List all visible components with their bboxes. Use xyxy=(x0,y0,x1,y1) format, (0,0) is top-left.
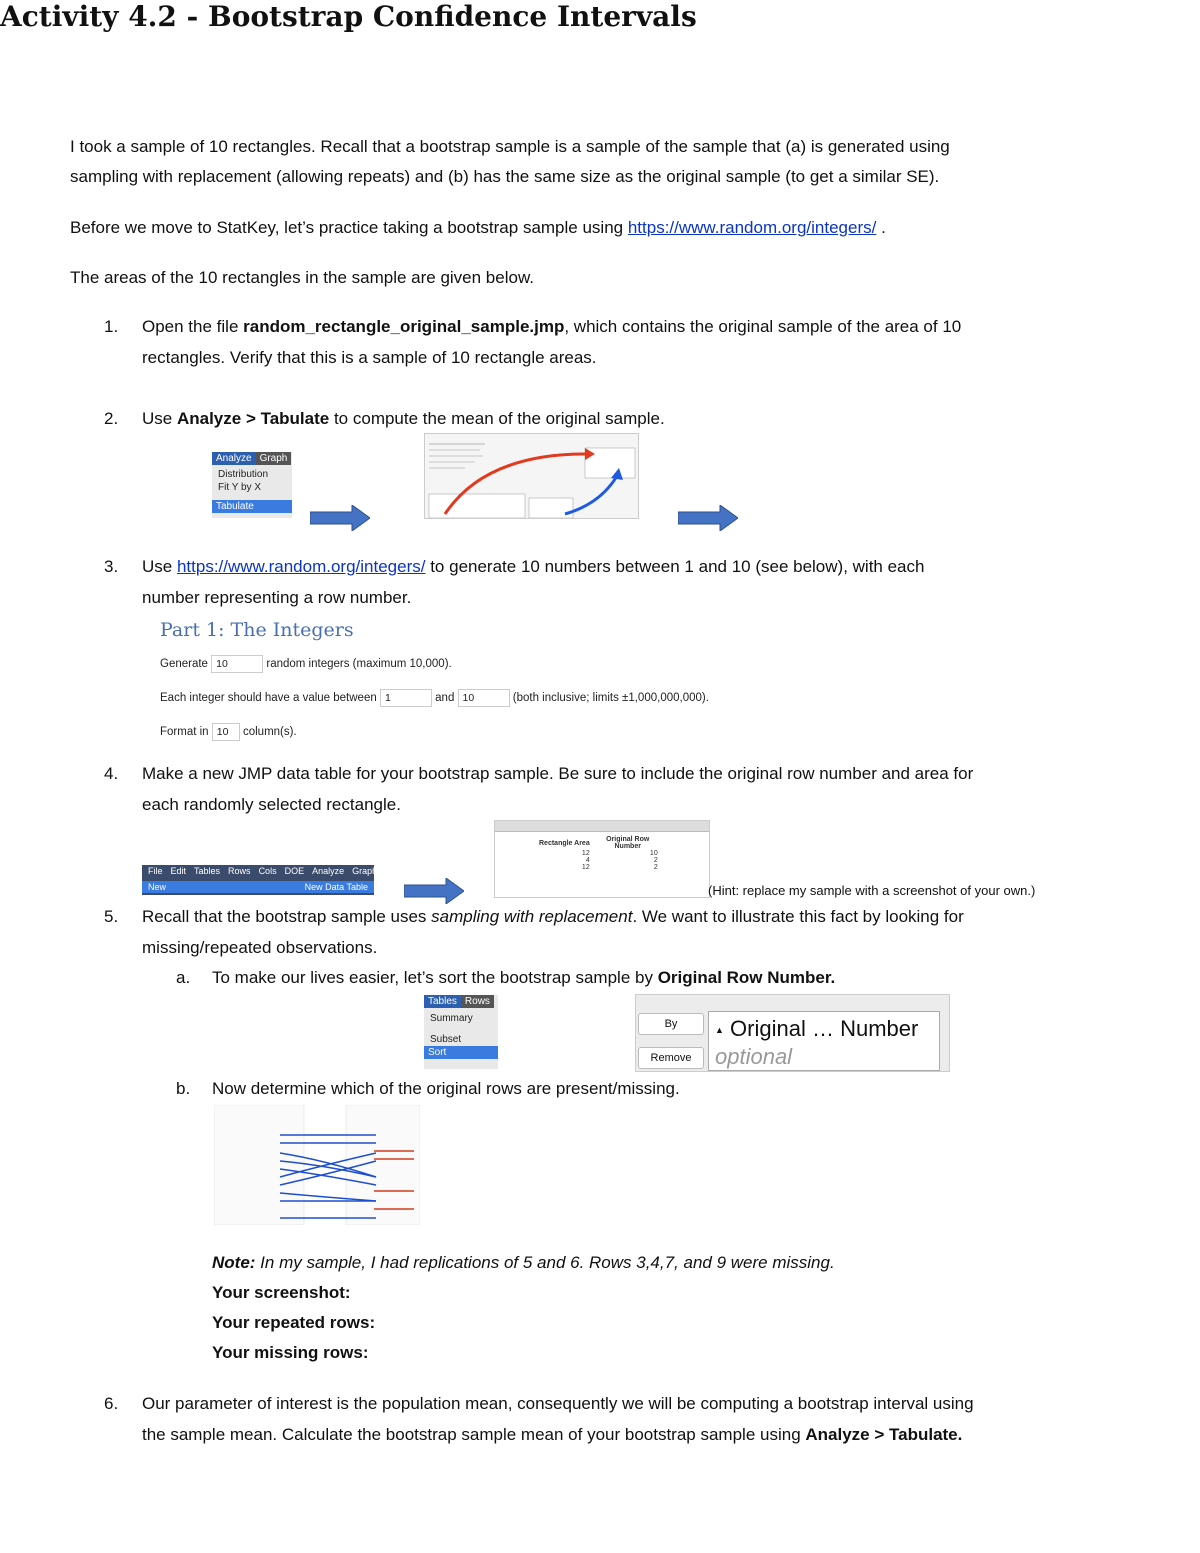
item-number: 2. xyxy=(104,409,119,428)
item-5-text-end: . We want to illustrate this fact by looking for xyxy=(632,907,964,926)
item-5-text: Recall that the bootstrap sample uses xyxy=(142,907,432,926)
item-1-text-end: , which contains the original sample of the area of 10 xyxy=(564,317,962,336)
sort-field-label: Original … Number xyxy=(730,1016,919,1041)
item-number: 4. xyxy=(104,764,119,783)
row-mapping-diagram xyxy=(214,1105,420,1225)
item-1-text: Open the file xyxy=(142,317,244,336)
table-cell: 12 xyxy=(581,850,590,857)
col-rectangle-area: Rectangle Area xyxy=(539,839,590,847)
item-3-line-2: number representing a row number. xyxy=(142,588,412,607)
range-label: Each integer should have a value between xyxy=(160,692,377,705)
item-6-line-1: Our parameter of interest is the population mean, consequently we will be computing a bootstrap interval using xyxy=(142,1394,974,1413)
sub-a-text-start: To make our lives easier, let’s sort the bootstrap sample by xyxy=(212,968,658,987)
your-repeated-label: Your repeated rows: xyxy=(212,1313,376,1332)
table-cell: 4 xyxy=(585,857,590,864)
bootstrap-table-screenshot xyxy=(494,820,710,898)
page-title: Activity 4.2 - Bootstrap Confidence Intervals xyxy=(0,0,697,33)
menu-tables: Tables xyxy=(194,866,221,876)
note-text: In my sample, I had replications of 5 and 6. Rows 3,4,7, and 9 were missing. xyxy=(255,1253,835,1272)
optional-placeholder: optional xyxy=(715,1044,793,1069)
menu-doe: DOE xyxy=(284,866,305,876)
columns-input: 10 xyxy=(212,723,240,741)
generate-count-input: 10 xyxy=(211,655,263,673)
item-number: 1. xyxy=(104,317,119,336)
item-3-text: Use xyxy=(142,557,177,576)
analyze-menu-screenshot xyxy=(212,452,292,518)
intro-line-3 xyxy=(70,212,886,243)
min-value-input: 1 xyxy=(380,689,432,707)
item-5-line-1 xyxy=(142,901,964,932)
generate-label: Generate xyxy=(160,658,208,671)
tables-menu-screenshot xyxy=(424,995,498,1069)
tabulate-screenshot xyxy=(424,433,639,519)
random-org-screenshot xyxy=(150,615,750,745)
sort-field-item xyxy=(715,1016,918,1042)
random-org-link[interactable]: https://www.random.org/integers/ xyxy=(176,557,426,576)
sub-b-text: Now determine which of the original rows are present/missing. xyxy=(212,1079,680,1098)
your-screenshot-label: Your screenshot: xyxy=(212,1283,351,1302)
ascending-icon: ▲ xyxy=(715,1025,724,1036)
menu-file: File xyxy=(148,866,163,876)
menu-analyze: Analyze xyxy=(212,452,256,465)
table-cell: 2 xyxy=(653,864,658,871)
item-3-text-end: to generate 10 numbers between 1 and 10 (see below), with each xyxy=(425,557,925,576)
intro-line-2: sampling with replacement (allowing repeats) and (b) has the same size as the original sample (to get a similar SE). xyxy=(70,167,940,186)
max-value-input: 10 xyxy=(458,689,510,707)
col-original-row-number: Original Row Number xyxy=(606,836,650,850)
random-org-link[interactable]: https://www.random.org/integers/ xyxy=(627,218,877,237)
item-3-line-1 xyxy=(142,551,924,582)
item-1-line-2: rectangles. Verify that this is a sample of 10 rectangle areas. xyxy=(142,348,597,367)
menu-item-new: New xyxy=(148,882,167,892)
intro-line-1: I took a sample of 10 rectangles. Recall that a bootstrap sample is a sample of the sample that (a) is generated using xyxy=(70,137,950,156)
item-4-line-2: each randomly selected rectangle. xyxy=(142,795,401,814)
and-label: and xyxy=(435,692,455,705)
item-6-line-2 xyxy=(142,1419,962,1450)
tabulate-drag-illustration xyxy=(425,434,638,518)
sort-dialog-screenshot xyxy=(635,994,950,1072)
menu-item-sort: Sort xyxy=(424,1046,498,1059)
item-1-line-1 xyxy=(142,311,961,342)
table-cell: 12 xyxy=(581,864,590,871)
format-label: Format in xyxy=(160,726,209,739)
menu-edit: Edit xyxy=(170,866,187,876)
menu-graph: Graph xyxy=(256,452,292,465)
item-5-line-2: missing/repeated observations. xyxy=(142,938,378,957)
table-cell: 2 xyxy=(653,857,658,864)
item-5-italic: sampling with replacement xyxy=(431,907,633,926)
menu-item-summary: Summary xyxy=(430,1013,473,1024)
intro-text: Before we move to StatKey, let’s practice taking a bootstrap sample using xyxy=(70,218,628,237)
format-suffix: column(s). xyxy=(242,726,297,739)
item-2-text: Use xyxy=(142,409,177,428)
item-6-text: the sample mean. Calculate the bootstrap sample mean of your bootstrap sample using xyxy=(142,1425,806,1444)
bootstrap-table xyxy=(535,836,662,871)
hint-text: (Hint: replace my sample with a screenshot of your own.) xyxy=(708,883,1036,898)
menu-rows: Rows xyxy=(461,995,494,1008)
right-arrow-icon xyxy=(310,505,370,531)
menu-item-tabulate: Tabulate xyxy=(212,500,292,513)
menu-item-distribution: Distribution xyxy=(218,469,269,480)
menu-cols: Cols xyxy=(258,866,277,876)
menu-rows: Rows xyxy=(228,866,251,876)
sub-a-bold: Original Row Number. xyxy=(657,968,836,987)
item-number: 6. xyxy=(104,1394,119,1413)
sort-field-list xyxy=(708,1011,940,1071)
item-6-menu-path: Analyze > Tabulate. xyxy=(805,1425,963,1444)
random-org-heading: Part 1: The Integers xyxy=(160,619,354,641)
menu-item-subset: Subset xyxy=(430,1034,462,1045)
item-2-line-1 xyxy=(142,403,665,434)
file-menu-screenshot xyxy=(142,865,378,895)
intro-line-4: The areas of the 10 rectangles in the sample are given below. xyxy=(70,268,535,287)
menu-analyze: Analyze xyxy=(312,866,345,876)
item-2-text-end: to compute the mean of the original sample. xyxy=(329,409,665,428)
item-1-filename: random_rectangle_original_sample.jmp xyxy=(243,317,565,336)
by-button: By xyxy=(638,1013,704,1035)
sub-label-b: b. xyxy=(176,1079,191,1098)
generate-suffix: random integers (maximum 10,000). xyxy=(266,658,452,671)
row-mapping-screenshot xyxy=(214,1105,420,1225)
menu-graph: Graph xyxy=(352,866,378,876)
menu-tables: Tables xyxy=(424,995,461,1008)
menu-item-new-table: New Data Table xyxy=(304,882,368,892)
note-label: Note: xyxy=(212,1253,256,1272)
item-4-line-1: Make a new JMP data table for your bootstrap sample. Be sure to include the original row number and area for xyxy=(142,764,974,783)
item-2-menu-path: Analyze > Tabulate xyxy=(176,409,330,428)
range-suffix: (both inclusive; limits ±1,000,000,000). xyxy=(512,692,709,705)
right-arrow-icon xyxy=(678,505,738,531)
menu-item-fit-y-by-x: Fit Y by X xyxy=(218,482,261,493)
sub-a-text xyxy=(212,962,835,993)
sub-label-a: a. xyxy=(176,968,191,987)
your-missing-label: Your missing rows: xyxy=(212,1343,369,1362)
note-line xyxy=(212,1248,835,1277)
item-number: 3. xyxy=(104,557,119,576)
remove-button: Remove xyxy=(638,1047,704,1069)
intro-text-end: . xyxy=(876,218,886,237)
table-cell: 10 xyxy=(649,850,658,857)
item-number: 5. xyxy=(104,907,119,926)
